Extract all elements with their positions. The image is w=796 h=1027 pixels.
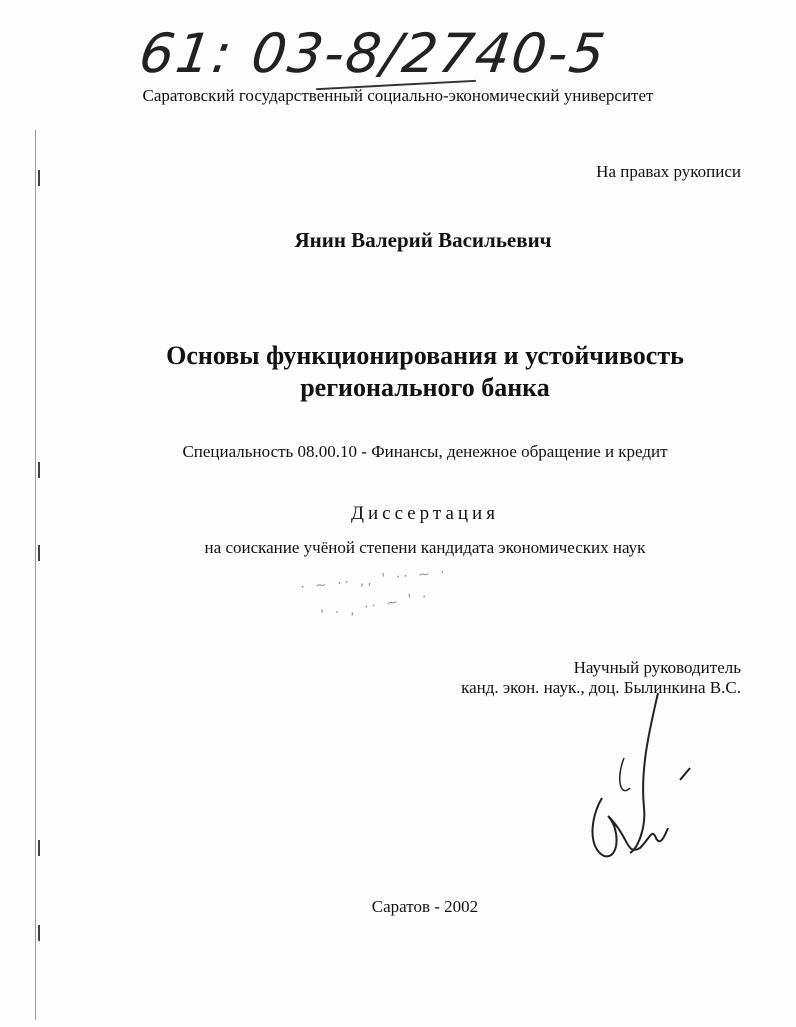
university-name: Саратовский государственный социально-экономический университет: [142, 86, 654, 105]
scan-stamp-smudge: · ~ ·· ,, ' ·· ~ ·: [299, 564, 449, 596]
supervisor-name: канд. экон. наук., доц. Былинкина В.С.: [461, 678, 741, 697]
signature: [580, 688, 700, 868]
specialty-line: Специальность 08.00.10 - Финансы, денежное обращение и кредит: [182, 442, 668, 461]
title-line-2: регионального банка: [300, 373, 550, 402]
dissertation-title: [0, 340, 796, 404]
scan-margin-line: [35, 130, 36, 1020]
scan-margin-mark: [38, 925, 50, 941]
rights-note: На правах рукописи: [596, 162, 741, 181]
dissertation-label: Диссертация: [351, 503, 499, 524]
dissertation-purpose: на соискание учёной степени кандидата экономических наук: [204, 538, 646, 557]
title-line-1: Основы функционирования и устойчивость: [166, 341, 684, 370]
scan-margin-mark: [38, 170, 50, 186]
supervisor-label: Научный руководитель: [573, 658, 741, 677]
scan-stamp-smudge: ' · , ·· ~ ' ·: [319, 588, 431, 624]
city-year: Саратов - 2002: [371, 897, 479, 916]
scan-margin-mark: [38, 840, 50, 856]
scan-margin-mark: [38, 462, 50, 478]
handwritten-catalog-number: 61: 03-8/2740-5: [135, 22, 611, 85]
author-name: Янин Валерий Васильевич: [294, 228, 552, 252]
